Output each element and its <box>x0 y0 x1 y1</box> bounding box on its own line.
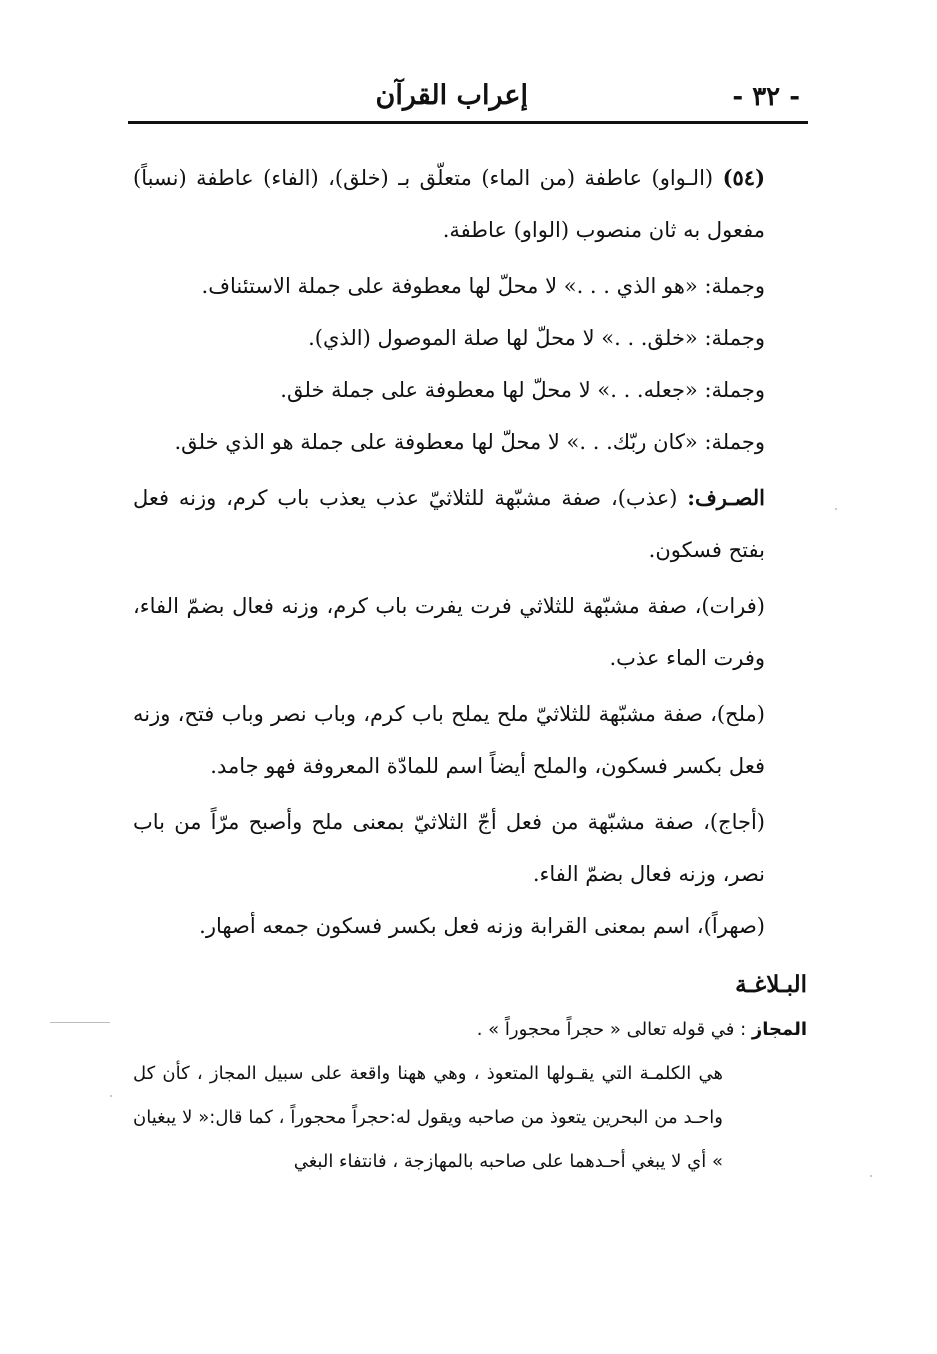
ujaj-paragraph: (أجاج)، صفة مشبّهة من فعل أجّ الثلاثيّ بمعنى ملح وأصبح مرّاً من باب نصر، وزنه فعال بضمّ الفاء. <box>133 810 765 886</box>
sentence-analysis-4: وجملة: «كان ربّك. . .» لا محلّ لها معطوفة على جملة هو الذي خلق. <box>174 430 765 454</box>
paragraph-text: (الـواو) عاطفة (من الماء) متعلّق بـ (خلق)، (الفاء) عاطفة (نسباً) مفعول به ثان منصوب (الواو) عاطفة. <box>133 166 765 242</box>
balagha-body: هي الكلمـة التي يقـولها المتعوذ ، وهي ههنا واقعة على سبيل المجاز ، كأن كل واحـد من البحرين يتعوذ من صاحبه ويقول له:حجراً محجوراً ، كما قال:« لا يبغيان » أي لا يبغي أحـدهما على صاحبه بالمهازجة ، فانتفاء البغي <box>133 1063 723 1172</box>
verse-number: (٥٤) <box>722 165 765 190</box>
page-header <box>128 78 808 120</box>
main-text <box>133 152 807 1184</box>
page-number: - ٣٢ - <box>732 82 800 112</box>
running-title: إعراب القرآن <box>375 80 528 111</box>
sarf-paragraph <box>133 472 807 576</box>
balagha-heading: البـلاغـة <box>735 971 807 998</box>
sihr-paragraph: (صهراً)، اسم بمعنى القرابة وزنه فعل بكسر فسكون جمعه أصهار. <box>199 914 765 938</box>
majaz-label: المجاز <box>751 1019 807 1040</box>
paragraph-verse-54 <box>133 152 807 256</box>
scan-speck <box>110 1095 112 1097</box>
majaz-text: : في قوله تعالى « حجراً محجوراً » . <box>476 1019 752 1040</box>
majaz-line <box>133 1008 807 1052</box>
furat-paragraph: (فرات)، صفة مشبّهة للثلاثي فرت يفرت باب كرم، وزنه فعال بضمّ الفاء، وفرت الماء عذب. <box>133 594 765 670</box>
sentence-analysis-2: وجملة: «خلق. . .» لا محلّ لها صلة الموصول (الذي). <box>308 326 765 350</box>
scan-mark <box>50 1022 110 1023</box>
scan-speck <box>835 508 837 510</box>
header-rule <box>128 121 808 124</box>
paragraph-text: (عذب)، صفة مشبّهة للثلاثيّ عذب يعذب باب كرم، وزنه فعل بفتح فسكون. <box>133 486 765 562</box>
sentence-analysis-1: وجملة: «هو الذي . . .» لا محلّ لها معطوفة على جملة الاستئناف. <box>201 274 765 298</box>
milh-paragraph: (ملح)، صفة مشبّهة للثلاثيّ ملح يملح باب كرم، وباب نصر وباب فتح، وزنه فعل بكسر فسكون، والملح أيضاً اسم للمادّة المعروفة فهو جامد. <box>133 702 765 778</box>
sentence-analysis-3: وجملة: «جعله. . .» لا محلّ لها معطوفة على جملة خلق. <box>280 378 765 402</box>
sarf-label: الصـرف: <box>687 485 765 510</box>
scan-speck <box>870 1175 872 1177</box>
